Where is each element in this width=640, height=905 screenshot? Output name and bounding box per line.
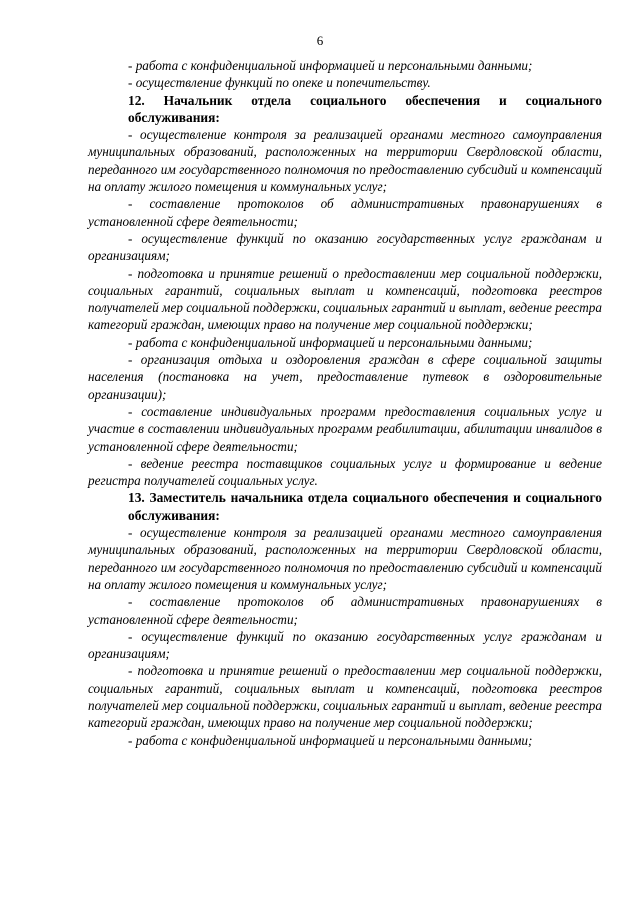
list-item: - подготовка и принятие решений о предоставлении мер социальной поддержки, социальных гарантий, социальных выплат и компенсаций, подготовка реестров получателей мер социальной поддержки, социальных гарантий и выплат, ведение реестра категорий граждан, имеющих право на получение мер социальной поддержки; <box>88 265 602 333</box>
list-item: - осуществление функций по оказанию государственных услуг гражданам и организациям; <box>88 230 602 264</box>
list-item: - составление индивидуальных программ предоставления социальных услуг и участие в составлении индивидуальных программ реабилитации, абилитации инвалидов в установленной сфере деятельности; <box>88 403 602 454</box>
list-item: - организация отдыха и оздоровления граждан в сфере социальной защиты населения (постановка на учет, предоставление путевок в оздоровительные организации); <box>88 352 602 402</box>
list-item: - ведение реестра поставщиков социальных услуг и формирование и ведение регистра получателей социальных услуг. <box>88 455 602 489</box>
list-item: - работа с конфиденциальной информацией и персональными данными; <box>128 334 533 350</box>
document-body <box>88 57 602 749</box>
list-item: - осуществление контроля за реализацией органами местного самоуправления муниципальных образований, расположенных на территории Свердловской области, переданного им государственного полномочия по предоставлению субсидий и компенсаций на оплату жилого помещения и коммунальных услуг; <box>88 127 602 195</box>
list-item: - осуществление контроля за реализацией органами местного самоуправления муниципальных образований, расположенных на территории Свердловской области, переданного им государственного полномочия по предоставлению субсидий и компенсаций на оплату жилого помещения и коммунальных услуг; <box>88 525 602 592</box>
list-item: - работа с конфиденциальной информацией и персональными данными; <box>128 58 533 73</box>
list-item: - осуществление функций по опеке и попечительству. <box>128 75 431 91</box>
section-12-heading: 12. Начальник отдела социального обеспечения и социального обслуживания: <box>128 92 602 125</box>
list-item: - подготовка и принятие решений о предоставлении мер социальной поддержки, социальных гарантий, социальных выплат и компенсаций, подготовка реестров получателей мер социальной поддержки, социальных гарантий и выплат, ведение реестра категорий граждан, имеющих право на получение мер социальной поддержки; <box>88 663 602 731</box>
list-item: - осуществление функций по оказанию государственных услуг гражданам и организациям; <box>88 628 602 662</box>
list-item: - работа с конфиденциальной информацией и персональными данными; <box>128 732 533 748</box>
list-item: - составление протоколов об административных правонарушениях в установленной сфере деятельности; <box>88 196 602 229</box>
page-number: 6 <box>316 33 324 48</box>
section-13-heading: 13. Заместитель начальника отдела социального обеспечения и социального обслуживания: <box>128 490 602 523</box>
list-item: - составление протоколов об административных правонарушениях в установленной сфере деятельности; <box>88 594 602 627</box>
